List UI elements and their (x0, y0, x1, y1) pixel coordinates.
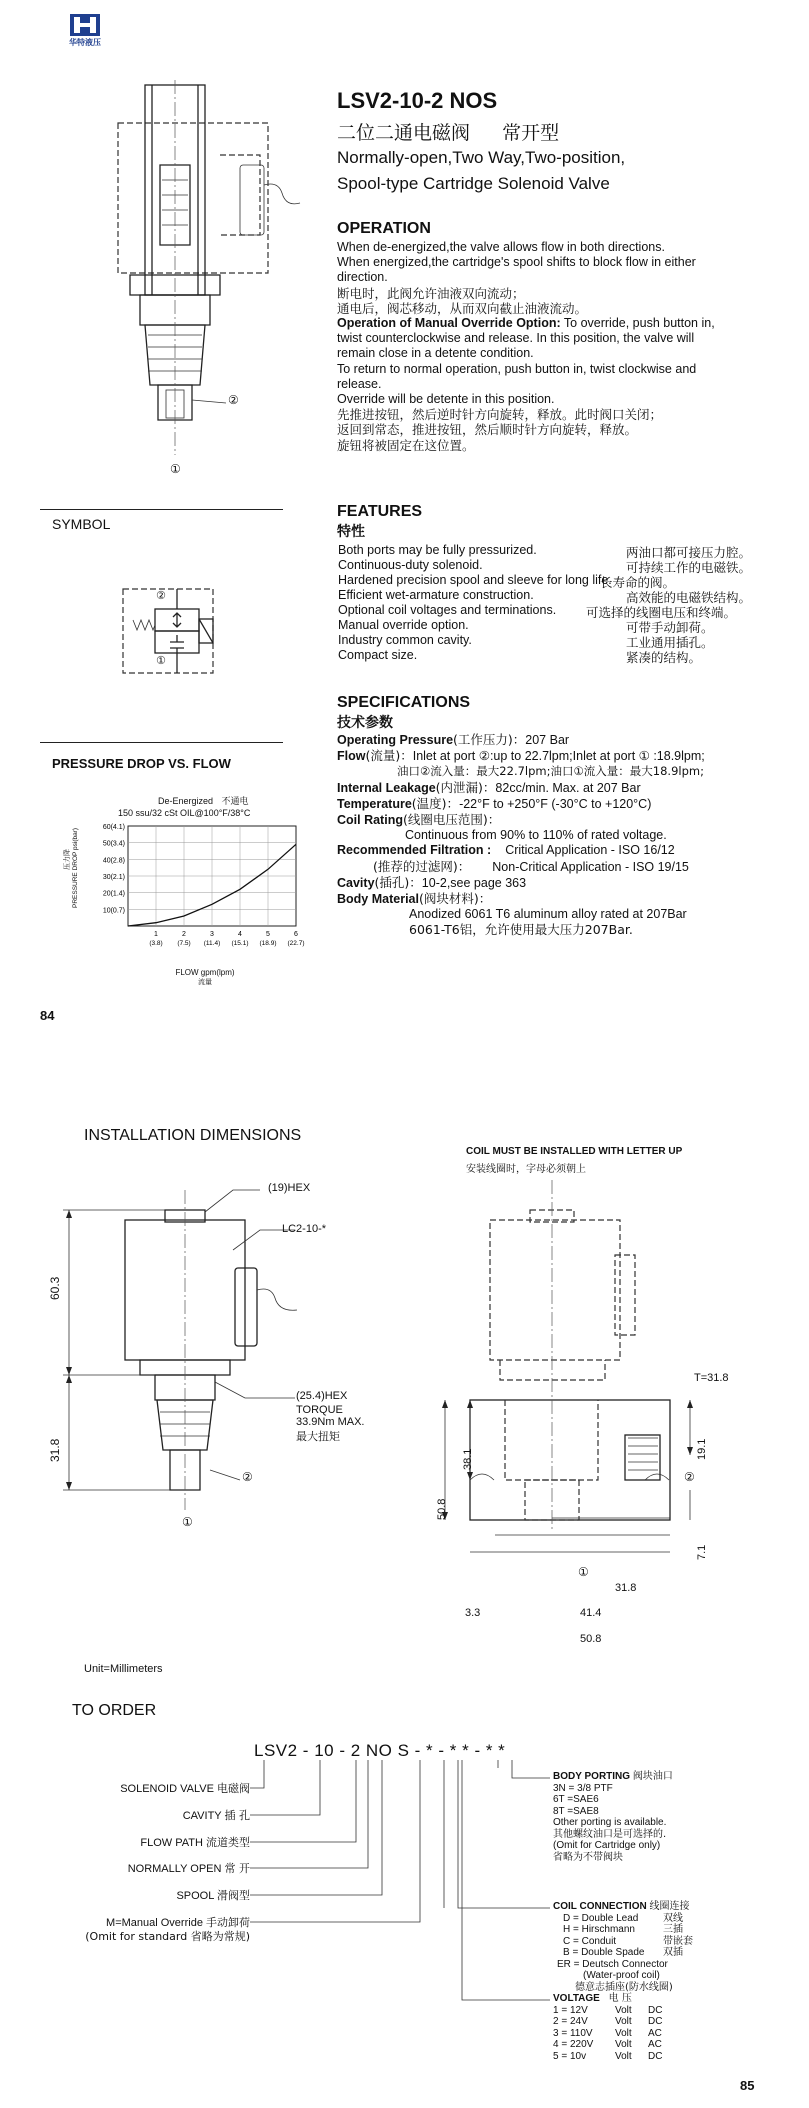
feature-en: Optional coil voltages and terminations. (338, 603, 557, 617)
feature-en: Both ports may be fully pressurized. (338, 543, 537, 557)
feature-en: Industry common cavity. (338, 633, 472, 647)
voltage-type: DC (648, 2016, 663, 2027)
installation-drawing-right (430, 1180, 730, 1560)
override-line: release. (337, 376, 382, 391)
model-title: LSV2-10-2 NOS (337, 88, 498, 113)
porting-line: 其他螺纹油口是可选择的. (553, 1828, 667, 1840)
dim-381: 38.1 (462, 1448, 474, 1470)
spec-value: Continuous from 90% to 110% of rated voltage. (405, 828, 667, 843)
chart-x-tick-label-lpm: (3.8) (149, 940, 163, 947)
torque-value: 33.9Nm MAX. (296, 1416, 365, 1428)
chart-note-1 (158, 794, 249, 807)
chart-ylabel-cn: 压力降 (63, 849, 71, 870)
feature-cn: 高效能的电磁铁结构。 (626, 590, 752, 605)
override-line: 返回到常态，推进按钮，然后顺时针方向旋转，释放。 (337, 422, 638, 438)
dim-torque (296, 1404, 364, 1444)
coil-code: H = Hirschmann (563, 1924, 635, 1935)
install-left-port-2: ② (242, 1470, 253, 1484)
feature-cn: 长寿命的阀。 (600, 575, 676, 590)
feature-cn: 可选择的线圈电压和终端。 (586, 605, 737, 620)
dim-33: 3.3 (465, 1607, 481, 1619)
chart-xlabel (160, 968, 250, 987)
symbol-heading: SYMBOL (52, 516, 111, 532)
install-right-port-2: ② (684, 1470, 695, 1484)
feature-cn: 紧凑的结构。 (626, 650, 702, 665)
order-code: LSV2 - 10 - 2 NO S - * - * * - * * (254, 1741, 506, 1760)
porting-title: BODY PORTING (553, 1771, 631, 1782)
chart-xlabel-en: FLOW gpm(lpm) (175, 968, 235, 977)
feature-en: Compact size. (338, 648, 418, 662)
voltage-type: DC (648, 2004, 663, 2016)
order-label-cn: 流道类型 (206, 1836, 250, 1849)
coil-extra-cn: 德意志插座(防水线圈) (575, 1981, 673, 1993)
feature-item (338, 573, 778, 588)
title-cn-1: 二位二通电磁阀 (337, 122, 471, 144)
order-label-normally-open (60, 1860, 250, 1876)
spec-label-cn: (推荐的过滤网)： (373, 858, 471, 874)
spec-label-cn: (内泄漏)： (435, 779, 496, 795)
spec-label-cn: (线圈电压范围)： (402, 812, 501, 828)
order-omit-standard: (Omit for standard 省略为常规) (85, 1930, 250, 1943)
feature-en: Manual override option. (338, 618, 469, 632)
order-label-cn: 常 开 (224, 1862, 250, 1875)
voltage-item (553, 2005, 753, 2017)
override-line: remain close in a detente condition. (337, 346, 534, 361)
order-label-spool (60, 1887, 250, 1903)
coil-item (553, 1913, 753, 1925)
voltage-unit: Volt (615, 2016, 632, 2027)
feature-item (338, 558, 778, 573)
feature-en: Continuous-duty solenoid. (338, 558, 483, 572)
operation-heading: OPERATION (337, 220, 431, 237)
symbol-rule (40, 509, 283, 510)
coil-title-cn: 线圈连接 (649, 1901, 690, 1912)
spec-label: Temperature (337, 796, 412, 811)
porting-line: 6T =SAE6 (553, 1794, 599, 1805)
order-body-porting (553, 1771, 673, 1863)
coil-cn: 三插 (663, 1924, 683, 1935)
order-label-en: CAVITY (182, 1810, 222, 1822)
coil-extra: (Water-proof coil) (583, 1970, 660, 1981)
voltage-item (553, 2016, 753, 2028)
chart-x-tick-label: 6 (294, 931, 298, 938)
spec-value: Anodized 6061 T6 aluminum alloy rated at 207Bar (409, 907, 687, 922)
voltage-type: DC (648, 2050, 663, 2062)
order-label-cn: 插 孔 (224, 1809, 250, 1822)
brand-logo (60, 14, 110, 48)
coil-code: D = Double Lead (563, 1912, 639, 1924)
order-label-en: NORMALLY OPEN (127, 1863, 222, 1875)
order-label-en: FLOW PATH (140, 1837, 203, 1849)
voltage-item (553, 2039, 753, 2051)
voltage-unit: Volt (615, 2039, 632, 2050)
order-coil-connection (553, 1901, 753, 1993)
feature-en: Efficient wet-armature construction. (338, 588, 534, 602)
dim-508-vertical: 50.8 (436, 1498, 448, 1520)
feature-item (338, 648, 778, 663)
coil-item (553, 1936, 753, 1948)
override-line: twist counterclockwise and release. In this position, the valve will (337, 331, 695, 346)
voltage-code: 1 = 12V (553, 2004, 588, 2016)
voltage-code: 2 = 24V (553, 2016, 588, 2027)
spec-label: Body Material (337, 892, 419, 907)
spec-value: 82cc/min. Max. at 207 Bar (495, 780, 641, 795)
chart-rule (40, 742, 283, 743)
chart-y-tick-label: 50(3.4) (102, 840, 125, 848)
coil-code: C = Conduit (563, 1935, 617, 1947)
installation-heading: INSTALLATION DIMENSIONS (84, 1127, 302, 1144)
voltage-type: AC (648, 2027, 662, 2039)
voltage-unit: Volt (615, 2004, 632, 2016)
override-line: To override, push button in, (560, 316, 715, 331)
specs-heading: SPECIFICATIONS (337, 694, 471, 711)
brand-logo-text: 华特液压 (69, 38, 101, 47)
install-left-port-1: ① (182, 1515, 193, 1529)
features-heading-cn: 特性 (337, 524, 365, 540)
chart-x-tick-label-lpm: (11.4) (203, 940, 221, 947)
chart-x-tick-label: 1 (154, 931, 158, 938)
chart-ylabel: PRESSURE DROP psi(bar) (72, 827, 79, 908)
coil-cn: 带嵌套 (663, 1935, 693, 1947)
dim-318-left: 31.8 (48, 1438, 62, 1462)
chart-x-tick-label-lpm: (15.1) (231, 940, 249, 947)
feature-cn: 两油口都可接压力腔。 (626, 545, 752, 560)
voltage-code: 5 = 10v (553, 2050, 587, 2062)
chart-y-tick-label: 10(0.7) (102, 907, 125, 915)
override-line: 先推进按钮，然后逆时针方向旋转，释放。此时阀口关闭； (337, 407, 663, 423)
spec-value: -22°F to +250°F (-30°C to +120°C) (459, 796, 652, 811)
order-label-en: M=Manual Override (106, 1917, 203, 1929)
voltage-code: 3 = 110V (553, 2027, 593, 2039)
dim-603: 60.3 (48, 1276, 62, 1300)
chart-x-tick-label: 5 (266, 931, 270, 938)
feature-item (338, 618, 778, 633)
specs-body (337, 732, 787, 938)
chart-x-tick-label: 4 (238, 931, 242, 938)
chart-y-tick-label: 40(2.8) (102, 857, 125, 865)
coil-item (553, 1959, 753, 1971)
feature-item (338, 588, 778, 603)
order-label-flowpath (60, 1834, 250, 1850)
porting-line: 8T =SAE8 (553, 1805, 599, 1817)
chart-x-tick-label-lpm: (7.5) (177, 940, 191, 947)
coil-note: COIL MUST BE INSTALLED WITH LETTER UP (466, 1146, 683, 1157)
chart-y-tick-label: 20(1.4) (102, 890, 125, 898)
override-label: Operation of Manual Override Option: (337, 316, 561, 331)
operation-line: When energized,the cartridge's spool shifts to block flow in either (337, 255, 696, 270)
coil-code: ER = Deutsch Connector (557, 1958, 668, 1970)
operation-line: 通电后，阀芯移动，从而双向截止油液流动。 (337, 300, 588, 316)
torque-label: TORQUE (296, 1404, 343, 1416)
operation-line: When de-energized,the valve allows flow in both directions. (337, 240, 665, 254)
coil-cn: 双线 (663, 1912, 683, 1924)
chart-y-tick-label: 60(4.1) (102, 824, 125, 831)
voltage-code: 4 = 220V (553, 2039, 594, 2050)
spec-value: 207 Bar (525, 733, 570, 747)
porting-line: (Omit for Cartridge only) (553, 1840, 661, 1851)
dim-414: 41.4 (580, 1607, 602, 1619)
chart-x-tick-label: 3 (210, 931, 214, 938)
coil-title: COIL CONNECTION (553, 1901, 647, 1912)
coil-note-cn: 安装线圈时，字母必须朝上 (466, 1164, 586, 1175)
chart-note-en: De-Energized (158, 796, 214, 806)
feature-en: Hardened precision spool and sleeve for long life. (338, 573, 612, 587)
chart-xlabel-cn: 流量 (198, 978, 212, 986)
spec-label-cn: (插孔)： (374, 874, 422, 890)
chart-x-tick-label-lpm: (18.9) (259, 940, 277, 947)
spec-label: Internal Leakage (337, 780, 436, 795)
spec-value: 6061-T6铝，允许使用最大压力207Bar. (409, 922, 633, 938)
operation-text (337, 240, 777, 453)
coil-code: B = Double Spade (563, 1947, 645, 1958)
spec-label-cn: (温度)： (411, 795, 460, 811)
order-label-solenoid (60, 1780, 250, 1796)
order-label-cavity (60, 1807, 250, 1823)
spec-value: Critical Application - ISO 16/12 (505, 843, 675, 858)
feature-item (338, 633, 778, 648)
dim-71: 7.1 (696, 1544, 708, 1560)
feature-cn: 工业通用插孔。 (626, 635, 714, 650)
coil-cn: 双插 (663, 1947, 683, 1958)
spec-label: Operating Pressure (337, 733, 454, 747)
operation-line: 断电时，此阀允许油液双向流动； (337, 285, 525, 301)
voltage-title-cn: 电 压 (608, 1993, 632, 2004)
coil-item (553, 1924, 753, 1936)
spec-label: Flow (337, 749, 366, 764)
page-number-bottom: 85 (740, 2078, 755, 2093)
voltage-item (553, 2051, 753, 2063)
features-heading: FEATURES (337, 503, 423, 520)
porting-title-cn: 阀块油口 (632, 1771, 673, 1782)
cutaway-port-2-label: ② (228, 393, 239, 407)
feature-cn: 可持续工作的电磁铁。 (626, 560, 752, 575)
chart-note-2: 150 ssu/32 cSt OIL@100°F/38°C (118, 808, 251, 818)
voltage-title: VOLTAGE (553, 1993, 600, 2004)
override-line: To return to normal operation, push button in, twist clockwise and (337, 361, 697, 376)
spec-label-cn: (阀块材料)： (418, 891, 492, 907)
valve-symbol (115, 585, 235, 680)
dim-t: T=31.8 (694, 1372, 729, 1384)
install-right-port-1: ① (578, 1565, 589, 1579)
unit-note: Unit=Millimeters (84, 1663, 163, 1675)
spec-label: Cavity (337, 875, 375, 890)
spec-label-cn: (流量)： (365, 748, 413, 764)
chart-note-cn: 不通电 (221, 797, 249, 807)
cutaway-port-1-label: ① (170, 462, 181, 476)
spec-label: Recommended Filtration : (337, 843, 492, 858)
spec-value: 油口②流入量：最大22.7lpm;油口①流入量：最大18.9lpm; (397, 764, 704, 779)
chart-title: PRESSURE DROP VS. FLOW (52, 756, 231, 771)
spec-value: 10-2,see page 363 (421, 875, 527, 890)
pressure-drop-chart (82, 818, 305, 958)
porting-line: 省略为不带阀块 (553, 1851, 623, 1863)
voltage-unit: Volt (615, 2027, 632, 2039)
feature-item (338, 603, 778, 618)
order-voltage (553, 1993, 753, 2062)
feature-item (338, 543, 778, 558)
order-label-cn: 电磁阀 (217, 1782, 250, 1795)
dim-508-horizontal: 50.8 (580, 1633, 602, 1645)
dim-318-horizontal: 31.8 (615, 1582, 637, 1594)
spec-value: Inlet at port ②:up to 22.7lpm;Inlet at port ① :18.9lpm; (412, 749, 705, 764)
order-label-en: SPOOL (176, 1890, 214, 1902)
chart-y-tick-label: 30(2.1) (102, 874, 125, 881)
dim-hex19: (19)HEX (268, 1182, 311, 1194)
symbol-port-1-label: ① (156, 655, 166, 667)
valve-cutaway-drawing (70, 85, 310, 485)
order-heading: TO ORDER (72, 1702, 157, 1719)
porting-line: Other porting is available. (553, 1817, 667, 1828)
specs-heading-cn: 技术参数 (337, 715, 393, 731)
installation-drawing-left (55, 1150, 355, 1550)
voltage-unit: Volt (615, 2050, 632, 2062)
spec-label: Coil Rating (337, 813, 403, 828)
operation-line: direction. (337, 270, 388, 285)
chart-x-tick-label-lpm: (22.7) (287, 940, 305, 947)
spec-label-cn: (工作压力)： (453, 732, 526, 747)
order-label-cn: 手动卸荷 (206, 1916, 250, 1929)
dim-hex25: (25.4)HEX (296, 1390, 348, 1402)
order-label-cn: 滑阀型 (217, 1889, 250, 1902)
override-line: Override will be detente in this position. (337, 392, 555, 407)
page-number-top: 84 (40, 1008, 55, 1023)
title-cn (337, 118, 559, 145)
coil-item (553, 1947, 753, 1959)
voltage-type: AC (648, 2039, 662, 2050)
porting-line: 3N = 3/8 PTF (553, 1782, 613, 1794)
title-cn-2: 常开型 (502, 122, 560, 144)
feature-cn: 可带手动卸荷。 (626, 620, 714, 635)
spec-value: Non-Critical Application - ISO 19/15 (492, 859, 689, 874)
chart-x-tick-label: 2 (182, 931, 186, 938)
voltage-item (553, 2028, 753, 2040)
order-label-en: SOLENOID VALVE (120, 1783, 214, 1795)
dim-lc: LC2-10-* (282, 1223, 327, 1235)
symbol-port-2-label: ② (156, 590, 166, 602)
subtitle-2: Spool-type Cartridge Solenoid Valve (337, 174, 610, 193)
dim-191: 19.1 (696, 1438, 708, 1460)
subtitle-1: Normally-open,Two Way,Two-position, (337, 148, 626, 167)
override-line: 旋钮将被固定在这位置。 (337, 437, 475, 453)
torque-cn: 最大扭矩 (296, 1430, 340, 1443)
